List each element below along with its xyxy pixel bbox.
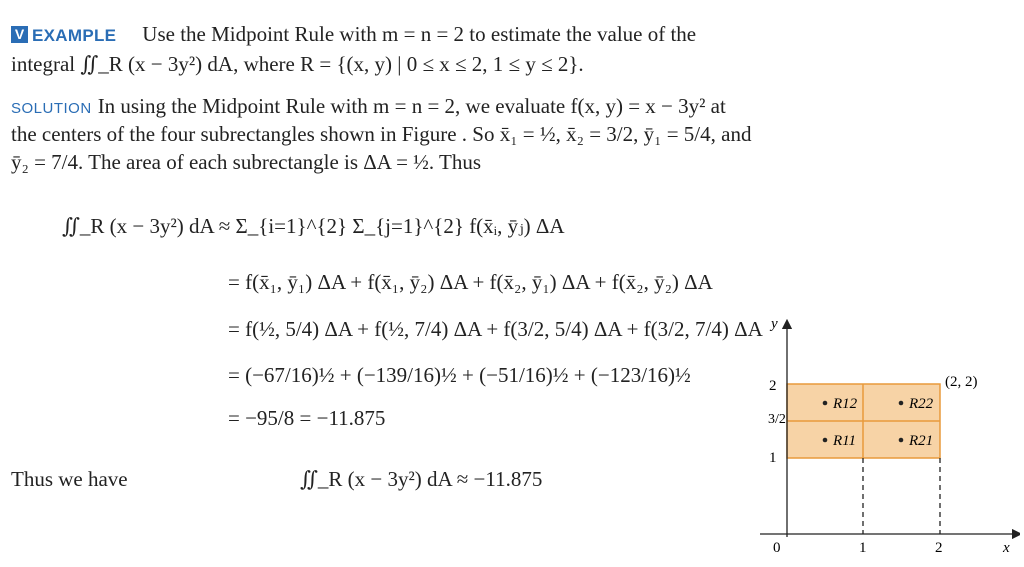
midpoint-dot-R22	[899, 401, 904, 406]
derivation-row-1: ∬_R (x − 3y²) dA ≈ Σ_{i=1}^{2} Σ_{j=1}^{2} f(x̄ᵢ, ȳⱼ) ΔA	[62, 214, 565, 238]
derivation-row-5: = −95/8 = −11.875	[228, 406, 386, 430]
figure-svg	[755, 312, 1020, 562]
solution-text-line-1: In using the Midpoint Rule with m = n = 2, we evaluate f(x, y) = x − 3y² at	[97, 94, 726, 118]
x-tick-2: 2	[935, 540, 943, 556]
example-line-1	[11, 21, 696, 49]
y-tick-2: 2	[769, 378, 777, 394]
label-R22: R22	[909, 396, 934, 412]
solution-text-line-2: the centers of the four subrectangles shown in Figure . So x̄₁ = ½, x̄₂ = 3/2, ȳ₁ = 5/4, and	[11, 122, 752, 146]
label-R11: R11	[833, 433, 857, 449]
midpoint-dot-R11	[823, 438, 828, 443]
label-R12: R12	[833, 396, 858, 412]
derivation-row-2: = f(x̄₁, ȳ₁) ΔA + f(x̄₁, ȳ₂) ΔA + f(x̄₂, ȳ₁) ΔA + f(x̄₂, ȳ₂) ΔA	[228, 270, 713, 294]
solution-line-1	[11, 93, 726, 122]
example-badge: V	[11, 26, 28, 43]
conclusion-lead: Thus we have	[11, 467, 128, 491]
corner-label: (2, 2)	[945, 374, 978, 390]
midpoint-dot-R12	[823, 401, 828, 406]
subrectangle-figure	[755, 312, 1020, 562]
derivation-row-4: = (−67/16)½ + (−139/16)½ + (−51/16)½ + (−123/16)½	[228, 363, 691, 387]
derivation-row-3: = f(½, 5/4) ΔA + f(½, 7/4) ΔA + f(3/2, 5/4) ΔA + f(3/2, 7/4) ΔA	[228, 317, 763, 341]
example-statement-line-2: integral ∬_R (x − 3y²) dA, where R = {(x, y) | 0 ≤ x ≤ 2, 1 ≤ y ≤ 2}.	[11, 52, 584, 76]
label-R21: R21	[909, 433, 934, 449]
conclusion-result: ∬_R (x − 3y²) dA ≈ −11.875	[300, 467, 543, 491]
origin-label: 0	[773, 540, 781, 556]
y-tick-1: 1	[769, 450, 777, 466]
solution-label: SOLUTION	[11, 100, 92, 117]
example-statement-line-1: Use the Midpoint Rule with m = n = 2 to estimate the value of the	[142, 22, 697, 46]
solution-text-line-3: ȳ₂ = 7/4. The area of each subrectangle is ΔA = ½. Thus	[11, 150, 482, 174]
example-label: EXAMPLE	[32, 26, 117, 45]
x-tick-1: 1	[859, 540, 867, 556]
x-axis-label: x	[1003, 540, 1010, 556]
y-tick-3-2: 3/2	[768, 412, 786, 427]
midpoint-dot-R21	[899, 438, 904, 443]
y-axis-label: y	[771, 316, 778, 332]
